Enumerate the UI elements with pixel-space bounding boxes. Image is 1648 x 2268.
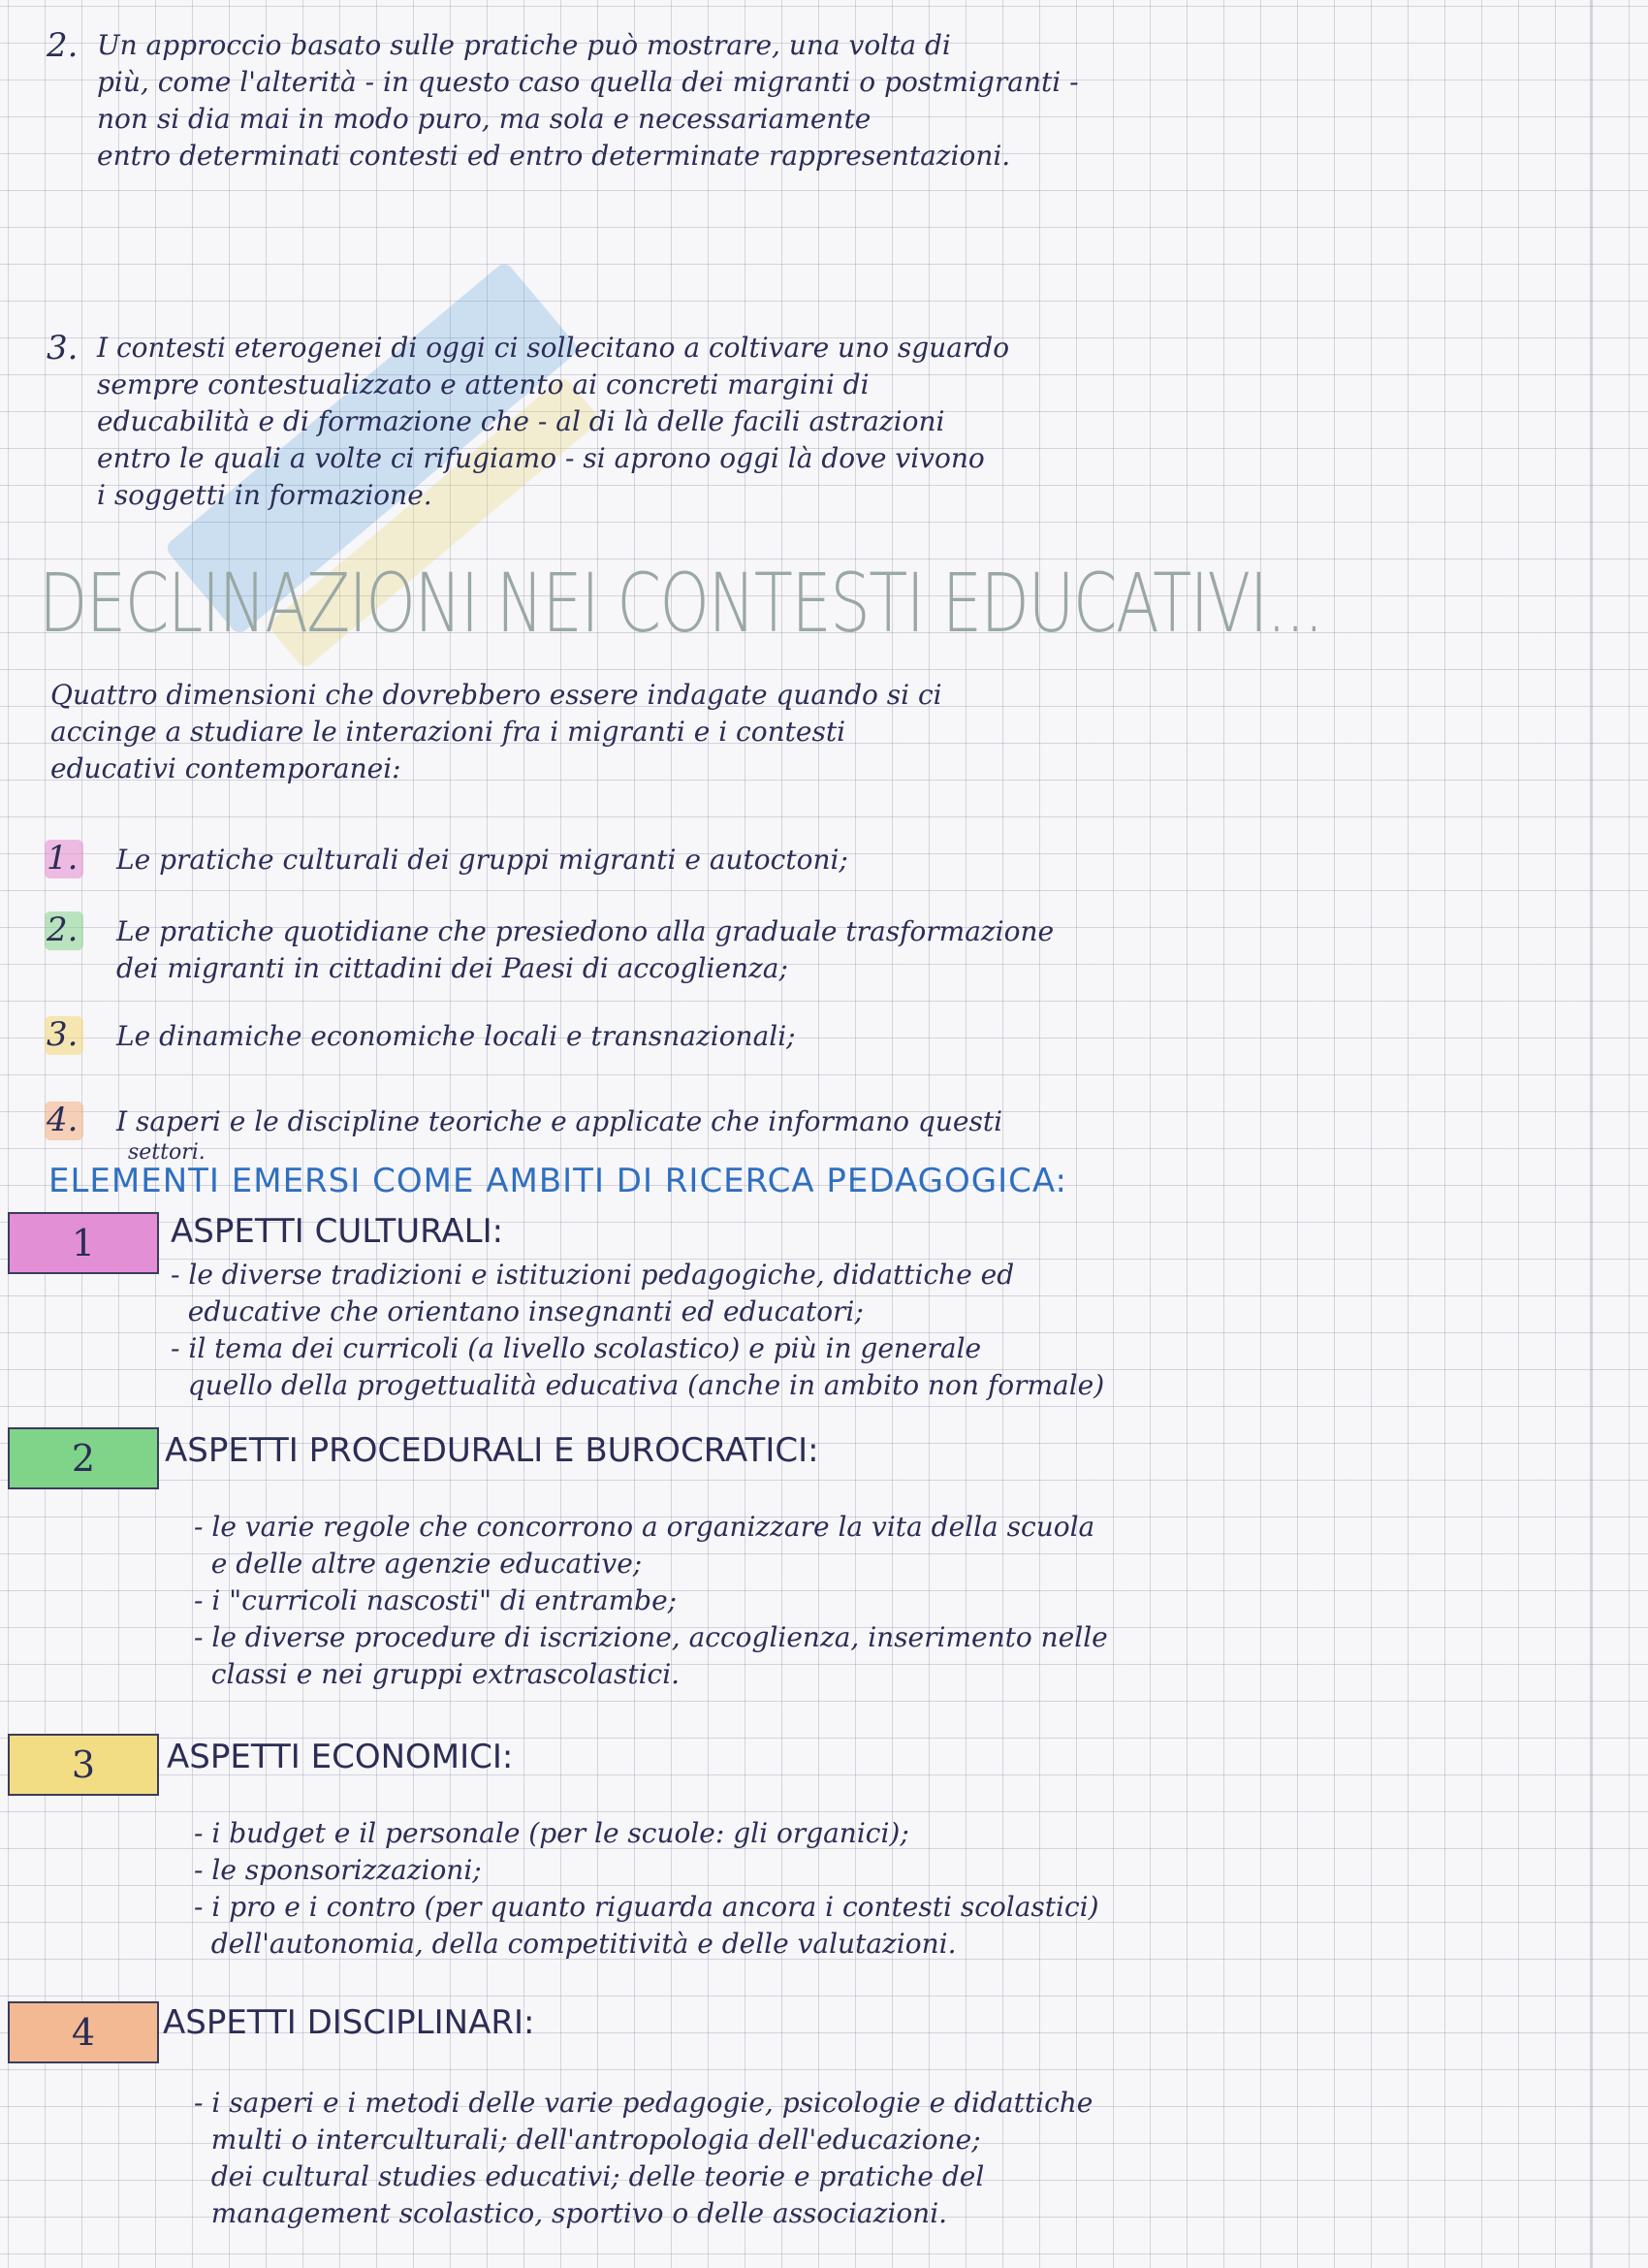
text-line: classi e nei gruppi extrascolastici. — [194, 1658, 681, 1690]
dimension-2-number: 2. — [47, 910, 79, 949]
aspect-4-number-box: 4 — [8, 2001, 159, 2063]
dimension-1-text: Le pratiche culturali dei gruppi migranti e autoctoni; — [116, 844, 848, 876]
aspect-1-number-box: 1 — [8, 1212, 159, 1274]
text-line: dei cultural studies educativi; delle teorie e pratiche del — [194, 2160, 985, 2192]
text-line: - i pro e i contro (per quanto riguarda ancora i contesti scolastici) — [194, 1891, 1099, 1923]
aspect-3-body — [194, 1815, 1099, 1963]
intro-text — [50, 677, 942, 787]
text-line: più, come l'alterità - in questo caso quella dei migranti o postmigranti - — [97, 66, 1079, 98]
dimension-1-number: 1. — [47, 839, 79, 878]
point-2-number: 2. — [47, 26, 79, 65]
page-margin-line — [1590, 0, 1592, 2268]
text-line: i soggetti in formazione. — [97, 479, 432, 511]
text-line: educabilità e di formazione che - al di là delle facili astrazioni — [97, 405, 945, 437]
text-line: entro determinati contesti ed entro determinate rappresentazioni. — [97, 140, 1011, 172]
text-line: - i saperi e i metodi delle varie pedagogie, psicologie e didattiche — [194, 2087, 1093, 2119]
text-line: sempre contestualizzato e attento ai concreti margini di — [97, 368, 870, 400]
text-line: non si dia mai in modo puro, ma sola e necessariamente — [97, 103, 872, 135]
text-line: Un approccio basato sulle pratiche può mostrare, una volta di — [97, 29, 951, 61]
text-line: entro le quali a volte ci rifugiamo - si aprono oggi là dove vivono — [97, 442, 985, 474]
text-line: - i budget e il personale (per le scuole: gli organici); — [194, 1817, 909, 1849]
text-line: - il tema dei curricoli (a livello scolastico) e più in generale — [171, 1332, 982, 1364]
aspect-2-title: ASPETTI PROCEDURALI E BUROCRATICI: — [165, 1431, 819, 1470]
text-line: - le diverse procedure di iscrizione, accoglienza, inserimento nelle — [194, 1621, 1108, 1653]
section-heading: ELEMENTI EMERSI COME AMBITI DI RICERCA PEDAGOGICA: — [48, 1162, 1067, 1200]
page-title: DECLINAZIONI NEI CONTESTI EDUCATIVI... — [39, 556, 1323, 651]
aspect-1-title: ASPETTI CULTURALI: — [171, 1212, 504, 1251]
aspect-3-title: ASPETTI ECONOMICI: — [167, 1738, 514, 1776]
point-3-text — [97, 330, 1009, 514]
text-line: - le sponsorizzazioni; — [194, 1854, 482, 1886]
dimension-3-text: Le dinamiche economiche locali e transnazionali; — [116, 1020, 796, 1052]
text-line: educativi contemporanei: — [50, 752, 401, 784]
text-line: - i "curricoli nascosti" di entrambe; — [194, 1584, 678, 1616]
aspect-1-body — [171, 1257, 1104, 1404]
text-line: dell'autonomia, della competitività e delle valutazioni. — [194, 1928, 957, 1960]
text-line: - le diverse tradizioni e istituzioni pedagogiche, didattiche ed — [171, 1259, 1015, 1291]
aspect-2-number-box: 2 — [8, 1427, 159, 1489]
text-line: e delle altre agenzie educative; — [194, 1548, 643, 1580]
text-line: quello della progettualità educativa (anche in ambito non formale) — [171, 1369, 1105, 1401]
text-line: accinge a studiare le interazioni fra i migranti e i contesti — [50, 716, 846, 748]
text-line: Quattro dimensioni che dovrebbero essere indagate quando si ci — [50, 679, 942, 711]
point-2-text — [97, 27, 1079, 175]
dimension-4-text: settori. — [128, 1140, 206, 1165]
text-line: educative che orientano insegnanti ed educatori; — [171, 1295, 864, 1327]
dimension-2-text: dei migranti in cittadini dei Paesi di accoglienza; — [116, 952, 788, 984]
text-line: management scolastico, sportivo o delle associazioni. — [194, 2197, 948, 2229]
point-3-number: 3. — [47, 329, 79, 367]
dimension-4-number: 4. — [47, 1101, 79, 1139]
text-line: - le varie regole che concorrono a organizzare la vita della scuola — [194, 1511, 1095, 1543]
aspect-4-body — [194, 2085, 1093, 2232]
aspect-3-number-box: 3 — [8, 1734, 159, 1796]
dimension-3-number: 3. — [47, 1015, 79, 1054]
aspect-2-body — [194, 1509, 1108, 1693]
text-line: multi o interculturali; dell'antropologia dell'educazione; — [194, 2124, 981, 2156]
dimension-2-text: Le pratiche quotidiane che presiedono alla graduale trasformazione — [116, 915, 1055, 947]
dimension-4-text: I saperi e le discipline teoriche e applicate che informano questi — [116, 1105, 1003, 1137]
text-line: I contesti eterogenei di oggi ci sollecitano a coltivare uno sguardo — [97, 332, 1010, 364]
aspect-4-title: ASPETTI DISCIPLINARI: — [163, 2003, 535, 2042]
